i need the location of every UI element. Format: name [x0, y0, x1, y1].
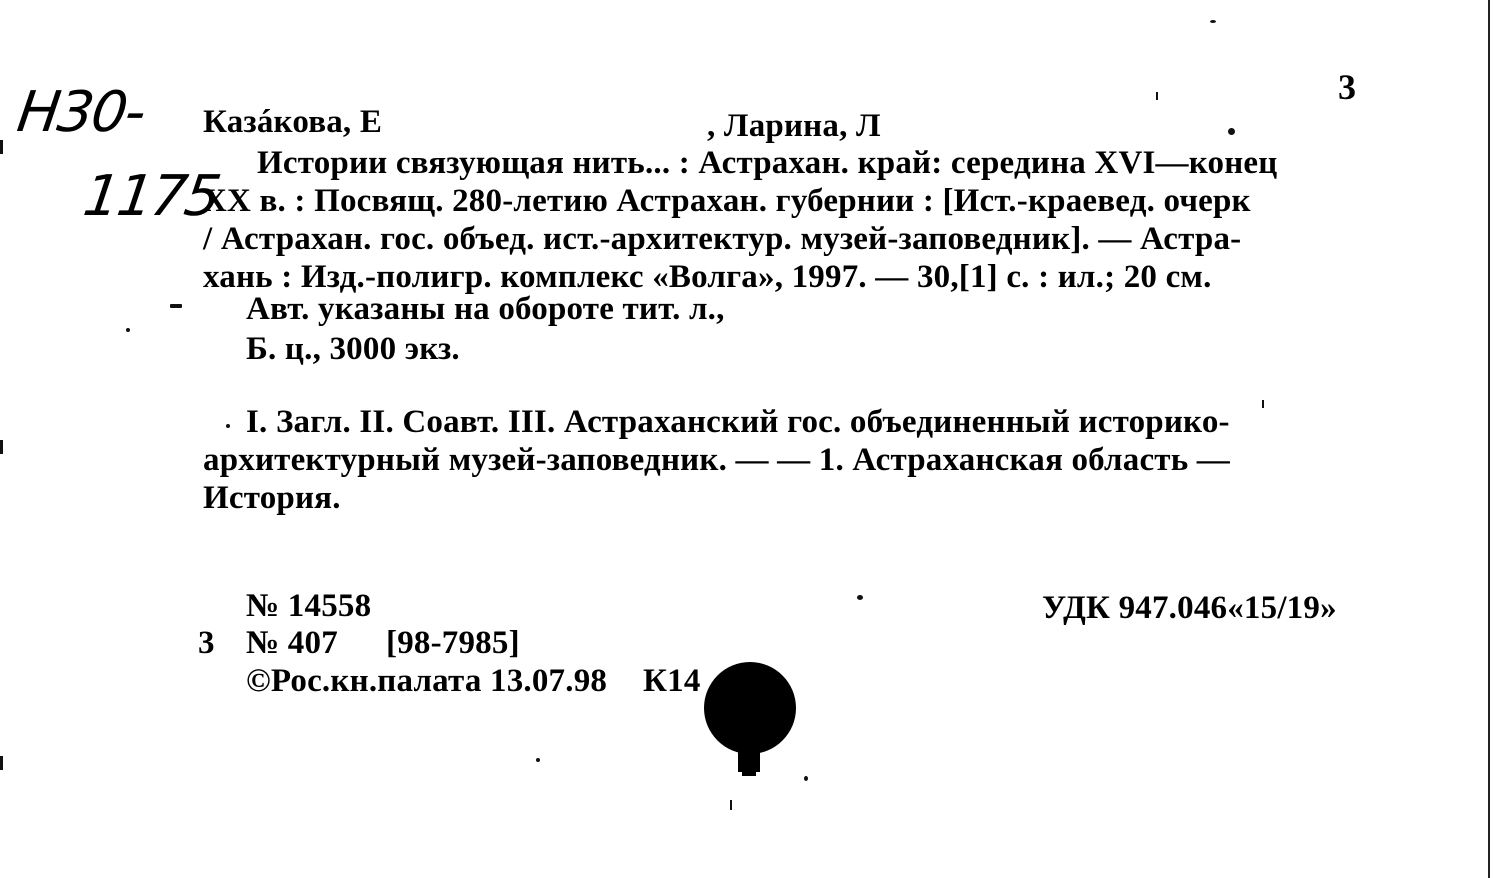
edge-mark: [0, 440, 3, 454]
dot-mark: [536, 758, 540, 762]
title-line: XX в. : Посвящ. 280-летию Астрахан. губернии : [Ист.-краевед. очерк: [203, 183, 1251, 219]
card-right-edge: [1488, 0, 1490, 878]
copies-count: 3: [198, 625, 215, 661]
book-chamber-stamp: ©Рос.кн.палата 13.07.98: [246, 663, 608, 699]
dot-mark: [126, 328, 130, 332]
note-line: Б. ц., 3000 экз.: [246, 331, 460, 367]
author-second: , Ларина, Л: [707, 108, 881, 144]
dot-mark: [1262, 400, 1264, 408]
edge-mark: [0, 140, 3, 154]
dash-mark: [170, 304, 182, 308]
title-line: / Астрахан. гос. объед. ист.-архитектур. музей-заповедник]. — Астра-: [203, 221, 1242, 257]
handwritten-code-bottom: 1175: [79, 164, 224, 229]
dot-mark: [1156, 92, 1158, 100]
handwritten-code-top: Н30-: [13, 80, 149, 145]
edge-mark: [0, 756, 3, 770]
record-number: № 14558: [246, 588, 372, 624]
dot-mark: [1210, 20, 1216, 23]
punch-hole: [700, 660, 810, 790]
title-line: хань : Изд.-полигр. комплекс «Волга», 1997. — 30,[1] с. : ил.; 20 см.: [203, 259, 1212, 295]
author-first: Казáкова, Е: [203, 104, 383, 140]
dot-mark: [226, 424, 230, 428]
classification-code: К14: [643, 663, 701, 699]
udk-code: УДК 947.046«15/19»: [1042, 590, 1337, 626]
dot-mark: [804, 776, 808, 781]
dot-mark: [1228, 128, 1235, 135]
card-number: 3: [1338, 67, 1357, 107]
record-number-2: № 407: [246, 625, 338, 661]
dot-mark: [857, 595, 863, 600]
order-number: [98-7985]: [386, 625, 520, 661]
tracing-line: История.: [203, 480, 341, 516]
tracing-line: I. Загл. II. Соавт. III. Астраханский гос. объединенный историко-: [246, 404, 1230, 440]
note-line: Авт. указаны на обороте тит. л.,: [246, 291, 725, 327]
dot-mark: [730, 800, 732, 810]
title-line: Истории связующая нить... : Астрахан. край: середина XVI—конец: [257, 145, 1278, 181]
tracing-line: архитектурный музей-заповедник. — — 1. Астраханская область —: [203, 442, 1230, 478]
